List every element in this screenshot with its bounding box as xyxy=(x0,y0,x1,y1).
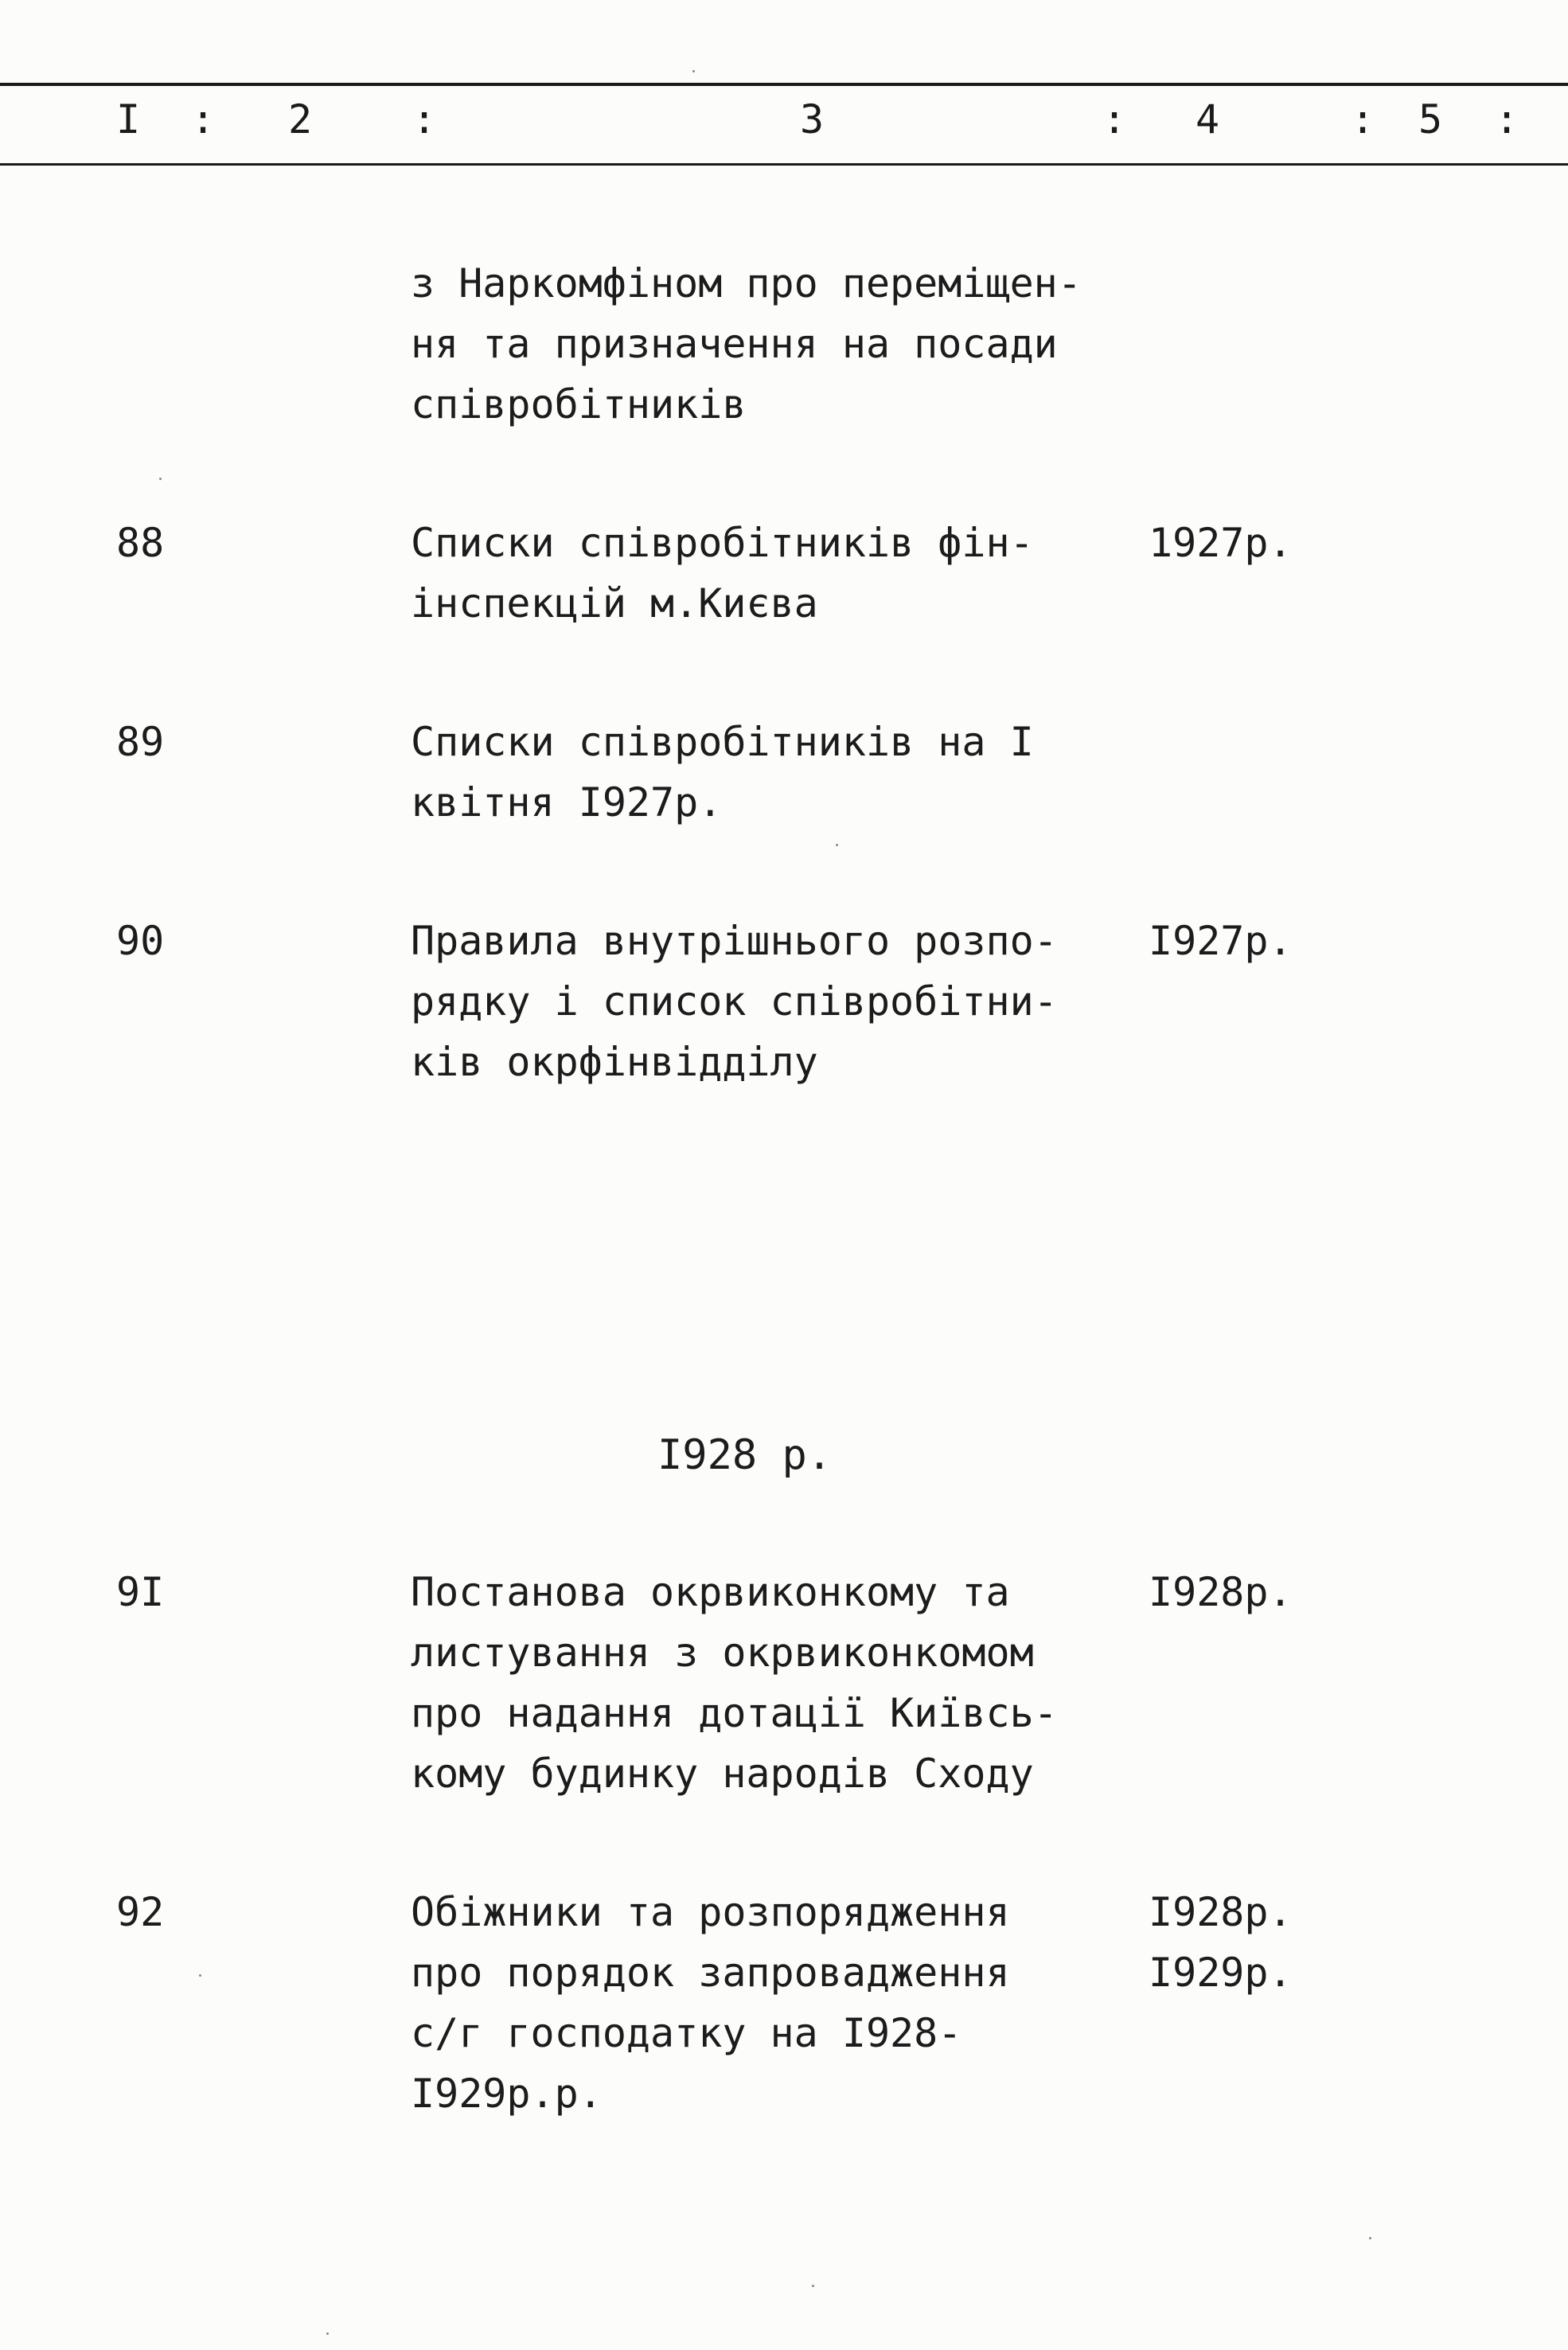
text-line: листування з окрвиконкомом xyxy=(411,1630,1034,1676)
entry-date: I928р. xyxy=(1149,1889,1293,1935)
text-line: про надання дотації Київсь- xyxy=(411,1690,1058,1736)
text-line: Списки співробітників фін- xyxy=(411,520,1034,566)
text-line: з Наркомфіном про переміщен- xyxy=(411,260,1082,306)
text-line: I929р.р. xyxy=(411,2071,603,2117)
text-line: Правила внутрішнього розпо- xyxy=(411,918,1058,964)
text-line: ків окрфінвідділу xyxy=(411,1039,818,1085)
scan-speck xyxy=(199,1974,201,1977)
header-col-5: 5 xyxy=(1418,96,1443,142)
header-separator: : xyxy=(1102,96,1127,142)
scan-speck xyxy=(836,844,838,846)
scan-speck xyxy=(159,478,162,480)
scan-speck xyxy=(1369,2237,1371,2239)
text-line: Списки співробітників на I xyxy=(411,719,1034,765)
entry-number: 90 xyxy=(116,918,165,964)
section-year-heading: I928 р. xyxy=(657,1431,833,1479)
text-line: ня та призначення на посади xyxy=(411,321,1058,367)
header-bottom-rule xyxy=(0,163,1568,166)
entry-date: I929р. xyxy=(1149,1950,1293,1996)
text-line: квітня I927р. xyxy=(411,779,723,826)
header-top-rule xyxy=(0,83,1568,86)
scan-speck xyxy=(692,70,695,72)
text-line: співробітників xyxy=(411,381,747,427)
header-separator: : xyxy=(191,96,216,142)
text-line: про порядок запровадження xyxy=(411,1950,1010,1996)
entry-date: I928р. xyxy=(1149,1569,1293,1615)
entry-number: 88 xyxy=(116,520,165,566)
text-line: Обіжники та розпорядження xyxy=(411,1889,1010,1935)
header-col-1: I xyxy=(116,96,141,142)
header-separator: : xyxy=(1351,96,1375,142)
header-col-4: 4 xyxy=(1196,96,1220,142)
entry-date: I927р. xyxy=(1149,918,1293,964)
scan-speck xyxy=(326,2332,329,2335)
header-col-2: 2 xyxy=(288,96,313,142)
entry-number: 9I xyxy=(116,1569,165,1615)
header-separator: : xyxy=(1495,96,1519,142)
text-line: с/г господатку на I928- xyxy=(411,2010,962,2056)
text-line: кому будинку народів Сходу xyxy=(411,1751,1034,1797)
entry-date: 1927р. xyxy=(1149,520,1293,566)
text-line: рядку і список співробітни- xyxy=(411,978,1058,1025)
text-line: Постанова окрвиконкому та xyxy=(411,1569,1010,1615)
entry-number: 89 xyxy=(116,719,165,765)
text-line: інспекцій м.Києва xyxy=(411,580,818,627)
scan-speck xyxy=(812,2285,814,2287)
entry-number: 92 xyxy=(116,1889,165,1935)
header-separator: : xyxy=(412,96,437,142)
header-col-3: 3 xyxy=(800,96,825,142)
